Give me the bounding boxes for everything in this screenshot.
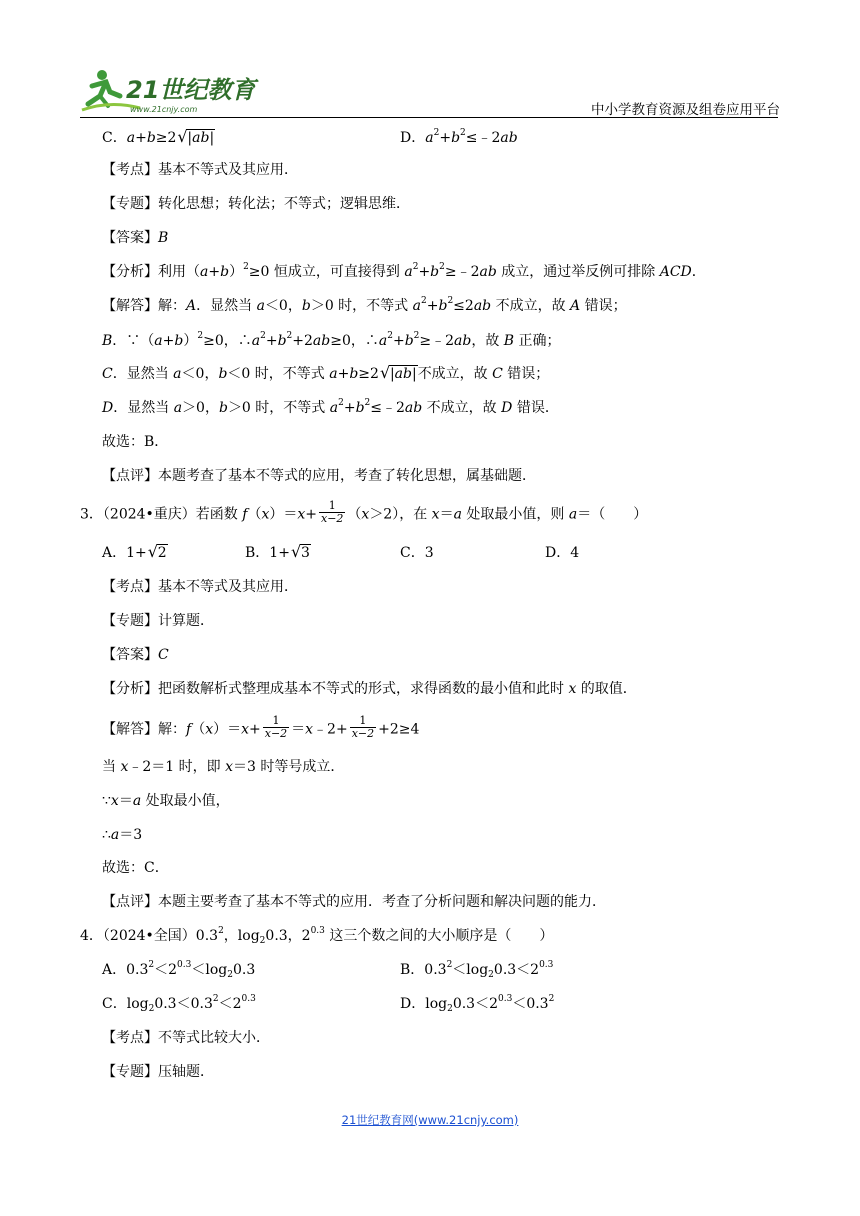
q2-answer: 【答案】B — [102, 230, 169, 246]
logo — [80, 66, 280, 118]
q2-option-d: D．$a^2+b^2\le﹣2ab$ — [400, 128, 518, 146]
q3-kaodian: 【考点】基本不等式及其应用． — [102, 579, 298, 595]
q2-zhuanti: 【专题】转化思想；转化法；不等式；逻辑思维． — [102, 196, 410, 212]
q3-jieda-4: ∴a＝3 — [102, 827, 143, 843]
q3-option-b: B．1+ √ 3 — [245, 542, 310, 561]
q4-zhuanti: 【专题】压轴题． — [102, 1064, 214, 1080]
footer-link[interactable]: 21世纪教育网(www.21cnjy.com) — [341, 1113, 519, 1127]
page-footer — [0, 1112, 860, 1128]
q3-option-a: A．1+ √ 2 — [102, 542, 167, 561]
q3-fenxi: 【分析】把函数解析式整理成基本不等式的形式，求得函数的最小值和此时 x 的取值． — [102, 681, 637, 697]
q3-jieda-2: 当 x﹣2＝1 时，即 x＝3 时等号成立． — [102, 759, 345, 775]
q4-option-a: A．$0.3^2<2^{0.3}<\log_20.3$ — [102, 960, 256, 980]
header-divider — [80, 117, 778, 118]
header-platform-name: 中小学教育资源及组卷应用平台 — [591, 102, 780, 118]
q3-zhuanti: 【专题】计算题． — [102, 613, 214, 629]
q4-option-d: D．$\log_20.3<2^{0.3}<0.3^2$ — [400, 994, 555, 1014]
q3-answer: 【答案】C — [102, 647, 169, 663]
q3-jieda-3: ∵x＝a 处取最小值， — [102, 793, 230, 809]
q2-jieda-b: B．$\because(a+b)^2\ge 0$，$\therefore a^2+b^2+2ab\ge 0$，$\therefore a^2+b^2\ge﹣2ab$，故 B 正确； — [102, 331, 561, 349]
q3-stem: 3．（2024•重庆）若函数 f（x）＝x+ $\frac{1}{x-2}$ （x＞2），在 x＝a 处取最小值，则 a＝（ ） — [80, 499, 648, 525]
q2-fenxi: 【分析】利用$(a+b)^2\ge 0$ 恒成立，可直接得到 $a^2+b^2\ge﹣2ab$ 成立，通过举反例可排除 ACD． — [102, 262, 706, 280]
q2-guxuan: 故选：B． — [102, 434, 169, 450]
q4-stem: 4．（2024•全国）$0.3^2$，$\log_20.3$，$2^{0.3}$ 这三个数之间的大小顺序是（ ） — [80, 926, 554, 946]
q2-jieda-c: C．显然当 a＜0，b＜0 时，不等式 a+b≥2 √ |ab|不成立，故 C 错误； — [102, 363, 550, 382]
svg-text:21世纪教育: 21世纪教育 — [126, 76, 256, 104]
q2-dianping: 【点评】本题考查了基本不等式的应用，考查了转化思想，属基础题． — [102, 468, 536, 484]
q2-option-c: C．a+b≥2 √ |ab| — [102, 127, 215, 146]
q2-kaodian: 【考点】基本不等式及其应用． — [102, 162, 298, 178]
q3-option-d: D．4 — [545, 545, 580, 561]
q4-kaodian: 【考点】不等式比较大小． — [102, 1030, 270, 1046]
q3-guxuan: 故选：C． — [102, 860, 169, 876]
q3-jieda: 【解答】解：f（x）＝x+ $\frac{1}{x-2}$ ＝x﹣2+ $\frac{1}{x-2}$ +2≥4 — [102, 714, 420, 740]
q4-option-b: B．$0.3^2<\log_20.3<2^{0.3}$ — [400, 960, 554, 980]
page-header — [80, 66, 780, 118]
q3-dianping: 【点评】本题主要考查了基本不等式的应用．考查了分析问题和解决问题的能力． — [102, 894, 606, 910]
q4-option-c: C．$\log_20.3<0.3^2<2^{0.3}$ — [102, 994, 256, 1014]
q2-jieda-d: D．显然当 a＞0，b＞0 时，不等式 $a^2+b^2\le﹣2ab$ 不成立，故 D 错误． — [102, 398, 559, 416]
q2-jieda-a: 【解答】解：A．显然当 a＜0，b＞0 时，不等式 $a^2+b^2\le 2ab$ 不成立，故 A 错误； — [102, 296, 627, 314]
q3-option-c: C．3 — [400, 545, 434, 561]
svg-text:www.21cnjy.com: www.21cnjy.com — [130, 105, 198, 114]
